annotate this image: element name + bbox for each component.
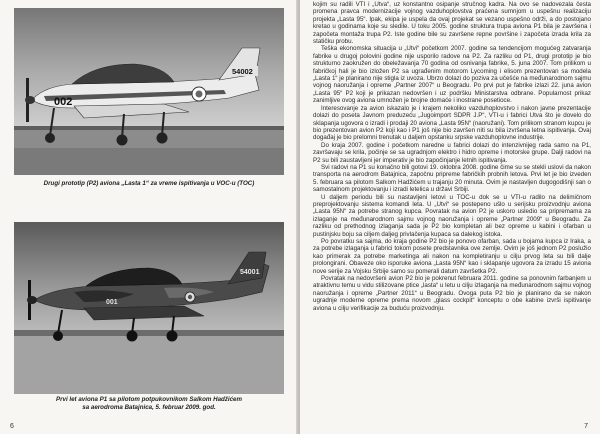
paragraph-2: Teška ekonomska situacija u „Utvi“ početkom 2007. godine sa tendencijom mogućeg zatvaranja fabrike u drugoj polovini godine nije usporilo radove na P2. Za razliku od P1, drugi prototip je bio strukturno zaokružen do obeležavanja 70 godina od osnivanja fabrike, 5. juna 2007. Tom prilikom u fabričkoj hali je bio izložen P2 sa ugrađenim motorom Lycoming i elisom prezentovan sa modela „Lasta 1“ je planirano nije stigla iz uvoza. Ubrzo dolazi do poziva za učešće na međunarodnom sajmu vojnog naoružanja i opreme „Partner 2007“ u Beogradu. Po prvi put je fabrike izlazi 22. juna avion „Lasta 95“ P2 koji je prikazan nedovršen i uz podršku Ministarstva odbrane. Popularnost prikaz zanimljive ovog aviona umnožen je brojne domaće i inostrane posetioce.: [313, 45, 591, 105]
tail-code: 54002: [232, 67, 253, 76]
paragraph-5: Svi radovi na P1 su konačno bili gotovi 19. oktobra 2008. godine čime su se stekli uslovi da nakon transporta na aerodrom Batajnica, započnu pripreme fabričkih probnih letova. Prvi let je bio izveden 5. februara sa pilotom Salkom Hadžićem u trajanju 20 minuta. Ovim je nastavljen dugogodišnji san o samostalnom projektovanju i izradi letelica u državi Srbiji.: [313, 163, 591, 194]
fuselage-number: 001: [106, 299, 118, 306]
left-page: [0, 0, 298, 434]
paragraph-7: Po povratku sa sajma, do kraja godine P2 bio je ponovo ofarban, sada u bojama kupca iz Iraka, a za potrebe izlaganja u fabrici tokom posete predstavnika ove zemlje. Ovim je još jednom P2 poslužio kao primerak za potrebe marketinga ali nakon na kompletiranju u cilju prvog leta su bili dalje prolongirani. Obaveze oko isporuke aviona „Lasta 95N“ kao i sklapanje ugovora za izradu 15 aviona nove serije za Vojsku Srbije samo su pomerali datum završetka P2.: [313, 238, 591, 275]
page-number-right: 7: [584, 423, 588, 430]
paragraph-1: kojim su radili VTI i „Utva“, uz konstantno osipanje stručnog kadra. Na ovo se nadovezala česta promena pravca modernizacije vojnog vazduhoplovstva praćena sumnjom u uspešnu realizaciju projekta „Lasta 95“. Ipak, ekipa je uspela da ovaj projekat se vezano uspešno održi, a do postojano kretao u godinama koje su sledile. U toku 2005. godine struktura trupa aviona P1 bila je završena i započeta montaža trupa P2. Iste godine bile su završene repne površine i započeta izrada krila za statičku probu.: [313, 1, 591, 46]
paragraph-3: Interesovanje za avion iskazalo je i krajem nekoliko vazduhoplovstvo i nakon javne prezentacije dolazi do poseta Javnom preduzeću „Jugoimport SDPR J.P“, VTI-u i fabrici Utva što je dovelo do sklapanja ugovora o izradi i prodaji 20 aviona „Lasta 95N“ (naoružani). Tom prilikom stranom kupcu je bio prezentovan avion P2 koji kao i P1 još nije bio završen niti su bila izvršena letna ispitivanja. Ovaj događaj je bio prelomni trenutak u daljem opstanku srpske vazduhoplovne industrije.: [313, 104, 591, 142]
article-text: [313, 1, 591, 312]
caption-line-1: Prvi let aviona P1 sa pilotom potpukovnikom Salkom Hadžićem: [55, 396, 243, 403]
caption-prototype-p2: Drugi prototip (P2) aviona „Lasta 1“ za vreme ispitivanja u VOC-u (TOC): [43, 180, 255, 187]
photo-prototype-p2: [14, 8, 284, 175]
paragraph-6: U daljem periodu bili su nastavljeni letovi u TOC-u dok se u VTI-u radilo na delimičnom preprojektovanju sistema komandi leta. U „Utvi“ se postepeno ušlo u serijsku proizvodnju aviona „Lasta 95N“ za potrebe stranog kupca. Povratak na avion P2 je uskoro usledio sa pripremama za izlaganje na međunarodnom sajmu vojnog naoružanja i opreme „Partner 2009“ u Beogradu. Za razliku od prethodnog izlaganja sada je P2 bio kompletan ali bez opreme u kabini i ofarban u pustinjsku boju sa ciljem daljeg privlačenja kupaca sa dalekog istoka.: [313, 193, 591, 238]
caption-first-flight: [14, 396, 284, 412]
fuselage-number: 002: [54, 96, 73, 108]
paragraph-8: Povratak na nedovršeni avion P2 bio je pokrenut februara 2011. godine sa ponovnim farbanjem u atraktivnu temu u vidu stilizovane ptice „lasta“ u letu u cilju izlaganja na međunarodnom sajmu vojnog naoružanja i opreme „Partner 2011“ u Beogradu. Ovoga puta P2 bio je planirano da se nakon ugradnje moderne opreme prema novom „glass cockpit“ konceptu o obe kabine izvrši ispitivanje aviona u cilju verifikacije za buduću proizvodnju.: [313, 275, 591, 312]
photo-first-flight-p1: [14, 222, 284, 394]
right-page: [300, 0, 600, 434]
caption-line-2: sa aerodroma Batajnica, 5. februar 2009. god.: [82, 404, 216, 411]
page-number-left: 6: [10, 423, 14, 430]
tail-code: 54001: [240, 269, 260, 276]
aircraft-photo-p2: [14, 8, 284, 175]
paragraph-4: Do kraja 2007. godine i početkom naredne u fabrici dolazi do intenzivnijeg rada samo na P1, završavaju se krila, počinje se sa ugradnjom elektro i hidro opreme i motorske grupe. Dalji radovi na P2 su bili zaustavljeni jer imperativ je bio započinjanje letnih ispitivanja.: [313, 141, 591, 164]
aircraft-photo-p1: [14, 222, 284, 394]
